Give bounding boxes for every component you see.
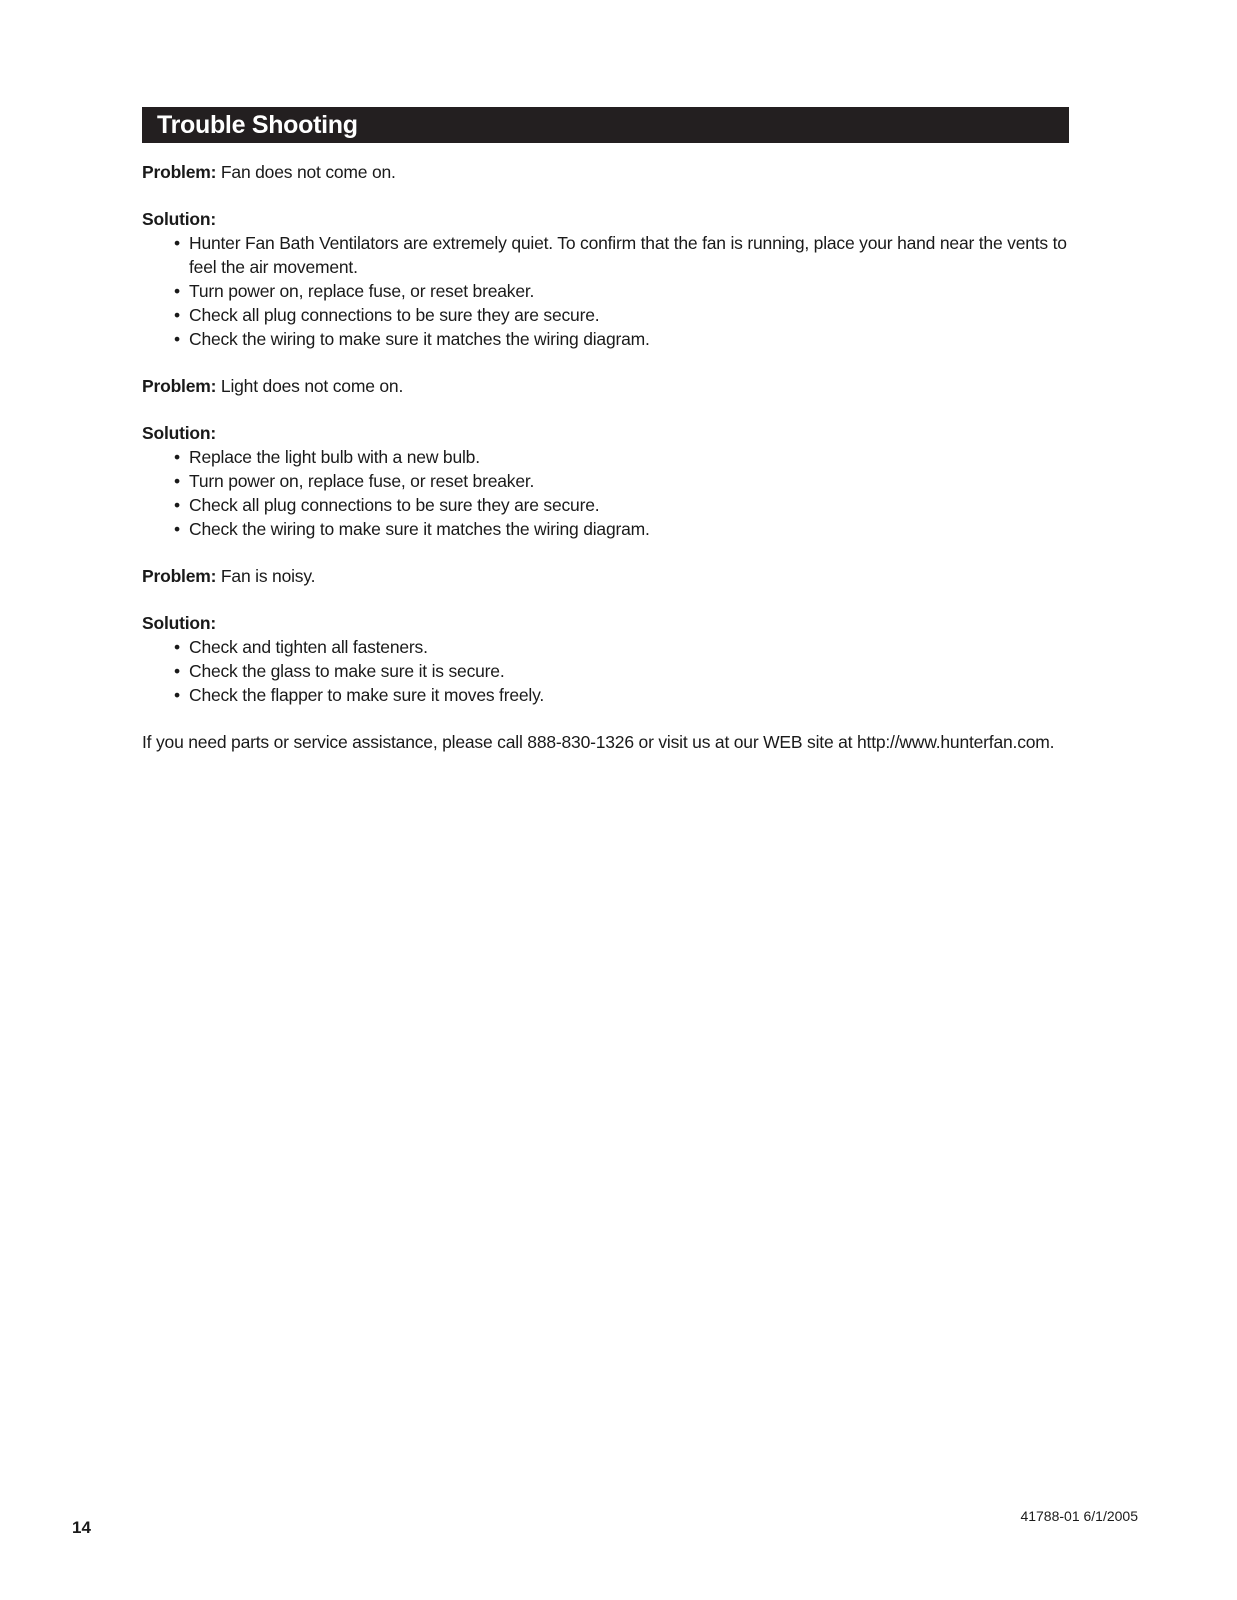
problem-text: Light does not come on. [220,376,404,396]
solution-item: • Check all plug connections to be sure they are secure. [174,493,1069,517]
problem-text: Fan does not come on. [220,162,396,182]
solution-list [142,635,1069,707]
solution-item: • Check the wiring to make sure it matches the wiring diagram. [174,517,1069,541]
troubleshooting-content [142,160,1069,754]
solution-item: • Turn power on, replace fuse, or reset breaker. [174,279,1069,303]
page-number: 14 [72,1518,91,1537]
problem-label: Problem: [142,566,217,586]
solution-item: • Check the flapper to make sure it moves freely. [174,683,1069,707]
solution-item: • Replace the light bulb with a new bulb. [174,445,1069,469]
solution-item: • Turn power on, replace fuse, or reset breaker. [174,469,1069,493]
section-title-bar [142,107,1069,143]
solution-item: • Hunter Fan Bath Ventilators are extremely quiet. To confirm that the fan is running, place your hand near the vents to feel the air movement. [174,231,1069,279]
solution-item: • Check the wiring to make sure it matches the wiring diagram. [174,327,1069,351]
problem-statement [142,160,1069,184]
solution-list [142,231,1069,351]
solution-item: • Check all plug connections to be sure they are secure. [174,303,1069,327]
problem-label: Problem: [142,376,217,396]
document-code: 41788-01 6/1/2005 [1020,1508,1138,1524]
problem-label: Problem: [142,162,217,182]
solution-list [142,445,1069,541]
solution-item: • Check the glass to make sure it is secure. [174,659,1069,683]
service-assistance-note: If you need parts or service assistance, please call 888-830-1326 or visit us at our WEB site at http://www.hunterfan.com. [142,732,1055,752]
section-title: Trouble Shooting [157,111,358,139]
problem-statement [142,374,1069,398]
solution-label: Solution: [142,613,217,633]
solution-label: Solution: [142,209,217,229]
solution-label: Solution: [142,423,217,443]
problem-text: Fan is noisy. [220,566,316,586]
solution-item: • Check and tighten all fasteners. [174,635,1069,659]
problem-statement [142,564,1069,588]
